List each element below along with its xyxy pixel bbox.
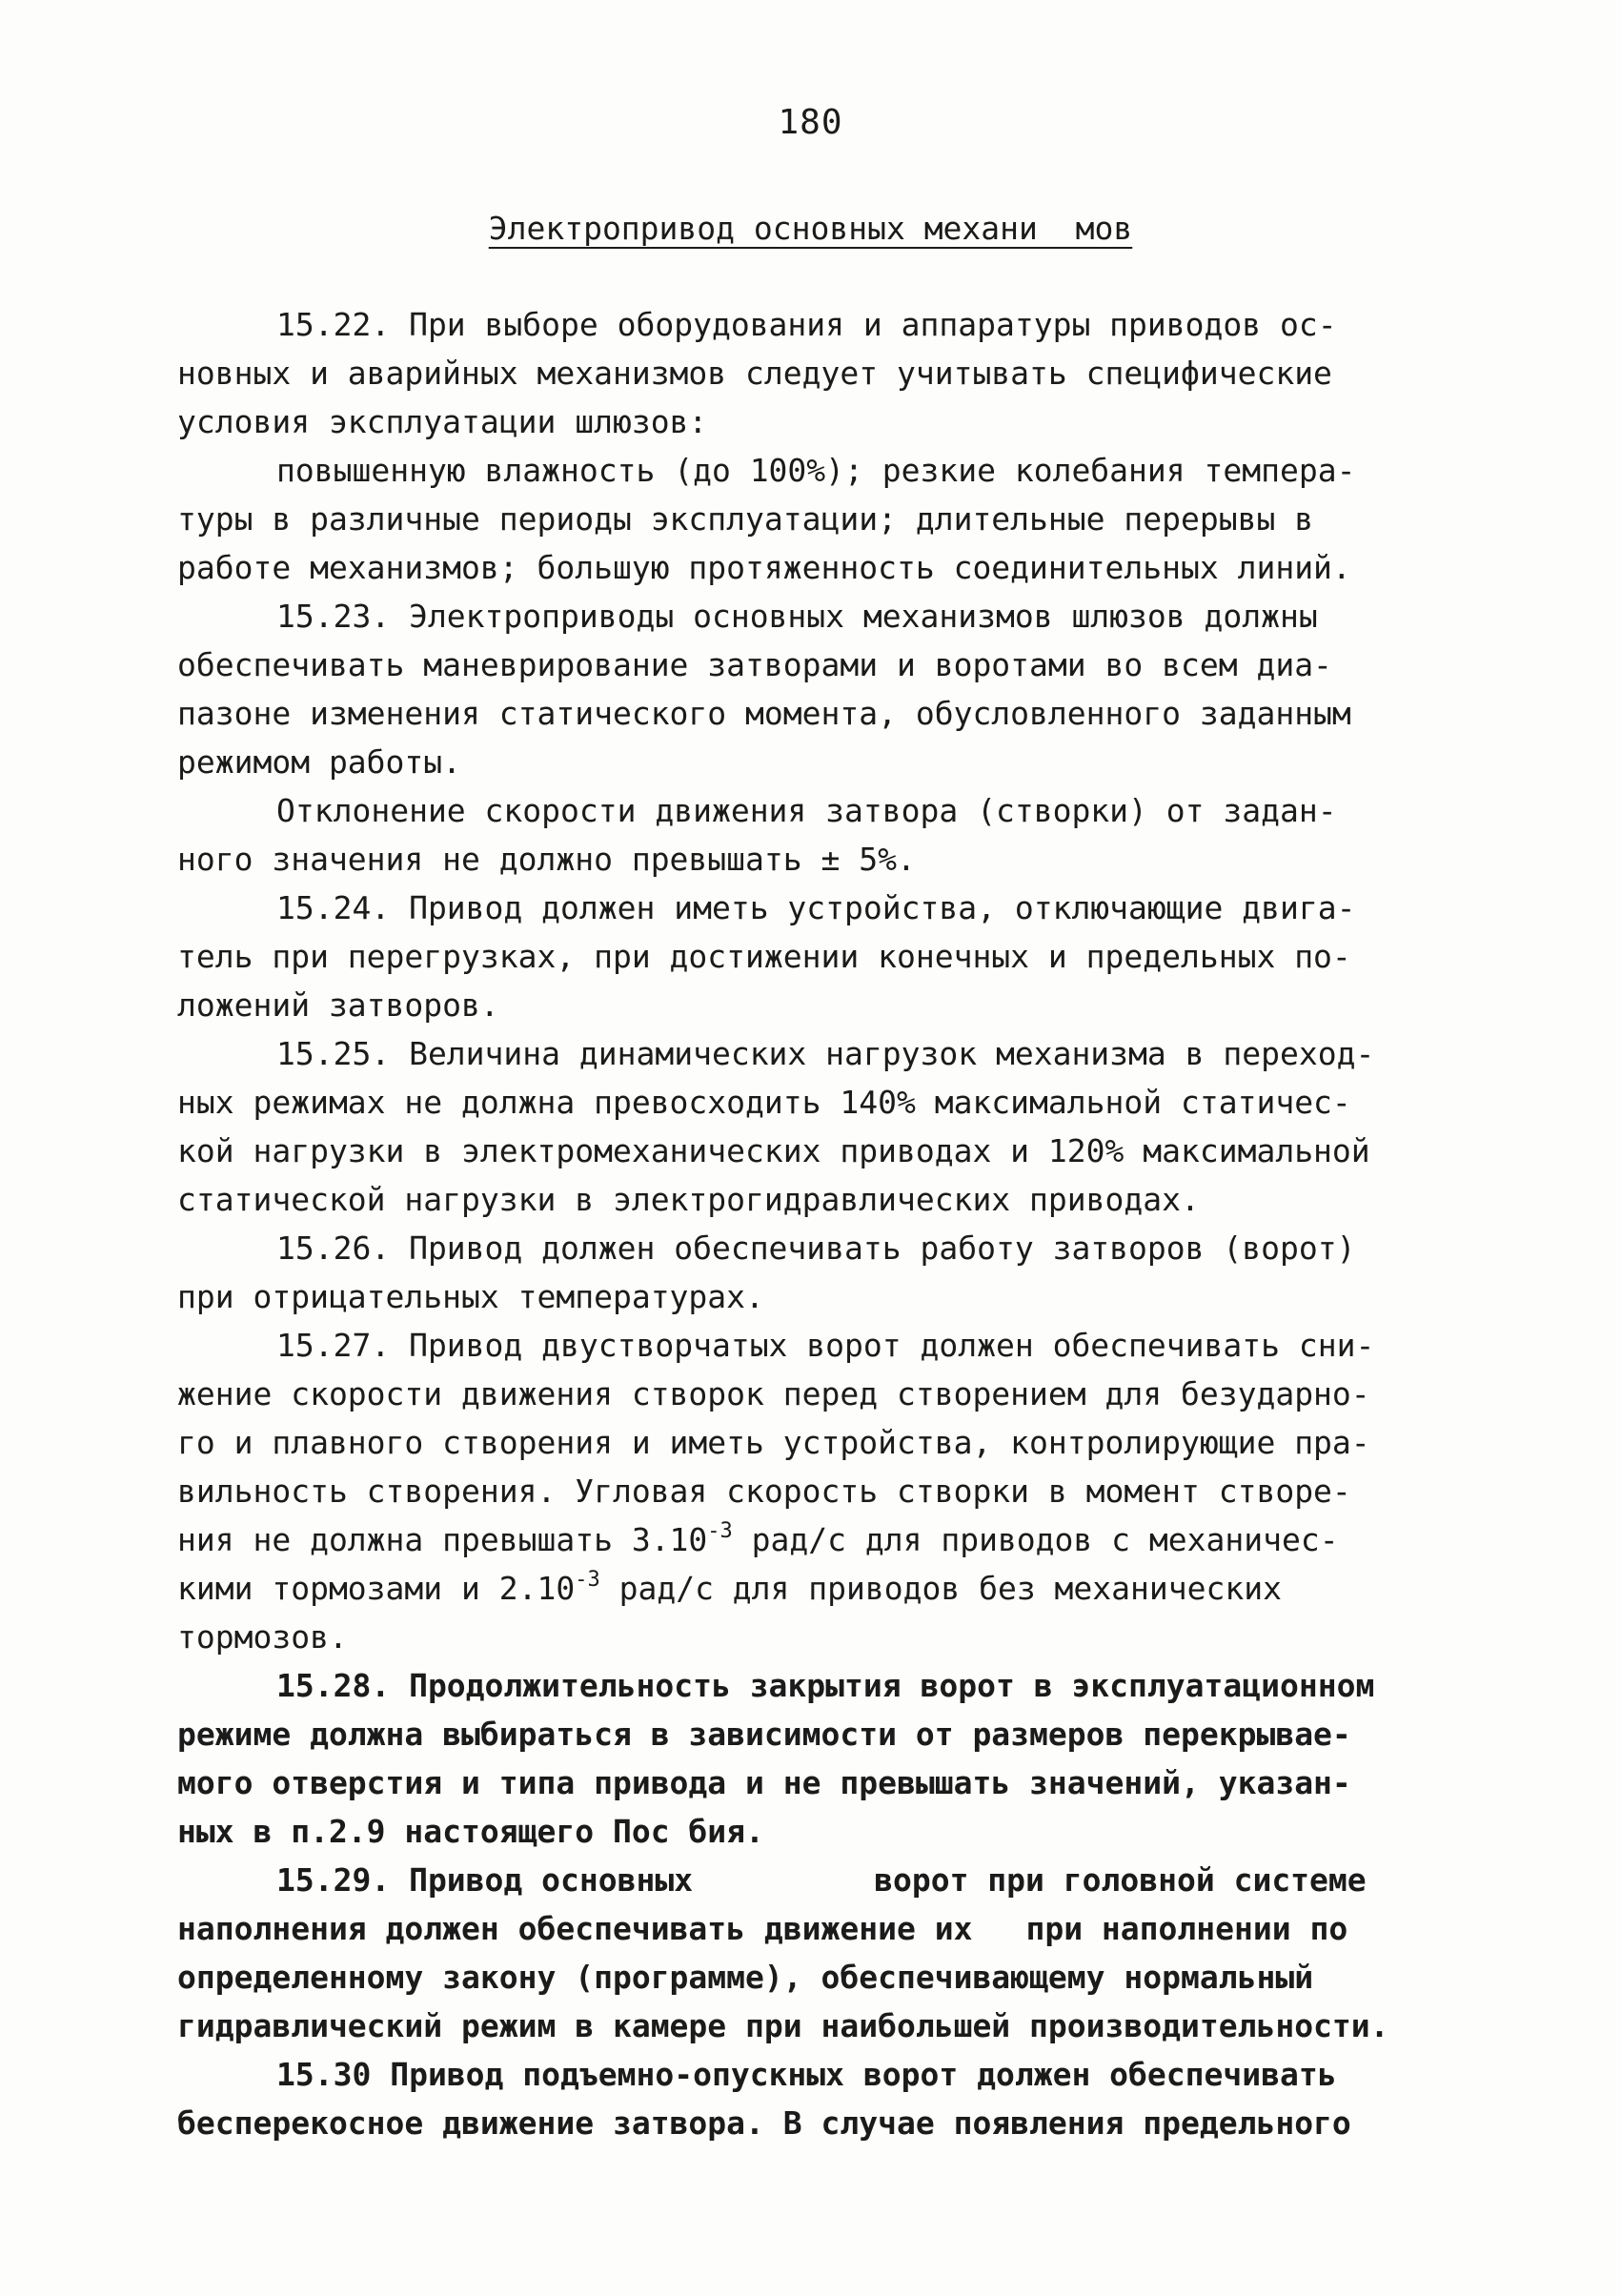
text-line: статической нагрузки в электрогидравлических приводах. — [177, 1181, 1200, 1218]
text-line: ных в п.2.9 настоящего Пос бия. — [177, 1813, 764, 1850]
text-line: 15.22. При выборе оборудования и аппаратуры приводов ос- — [276, 306, 1337, 343]
body-text — [177, 300, 1454, 2147]
text-line: работе механизмов; большую протяженность соединительных линий. — [177, 549, 1351, 586]
text-line: мого отверстия и типа привода и не превышать значений, указан- — [177, 1764, 1351, 1801]
text-run: при наполнении по — [1025, 1910, 1348, 1947]
text-line: Отклонение скорости движения затвора (створки) от задан- — [276, 792, 1337, 829]
text-line: ного значения не должно превышать ± 5%. — [177, 841, 916, 878]
text-run: рад/с для приводов с механичес- — [732, 1521, 1339, 1558]
text-line: 15.28. Продолжительность закрытия ворот в эксплуатационном — [276, 1667, 1375, 1704]
exponent: -3 — [707, 1519, 733, 1543]
text-line: 15.30 Привод подъемно-опускных ворот должен обеспечивать — [276, 2056, 1337, 2093]
text-line: туры в различные периоды эксплуатации; длительные перерывы в — [177, 500, 1314, 538]
text-line: 15.26. Привод должен обеспечивать работу затворов (ворот) — [276, 1229, 1356, 1267]
text-line: пазоне изменения статического момента, обусловленного заданным — [177, 695, 1351, 732]
text-run: рад/с для приводов без механических — [599, 1570, 1282, 1607]
text-line: бесперекосное движение затвора. В случае появления предельного — [177, 2104, 1351, 2142]
text-line: 15.25. Величина динамических нагрузок механизма в переход- — [276, 1035, 1375, 1072]
section-heading — [0, 210, 1621, 247]
text-line: режиме должна выбираться в зависимости от размеров перекрывае- — [177, 1716, 1351, 1753]
text-line: повышенную влажность (до 100%); резкие колебания темпера- — [276, 452, 1356, 489]
text-line: новных и аварийных механизмов следует учитывать специфические — [177, 355, 1332, 392]
text-line: кой нагрузки в электромеханических приводах и 120% максимальной — [177, 1132, 1370, 1169]
text-line — [177, 1515, 1454, 1564]
text-run: ния не должна превышать 3.10 — [177, 1521, 708, 1558]
text-line — [177, 1904, 1454, 1953]
text-run: 15.29. Привод основных — [276, 1861, 694, 1899]
text-line: условия эксплуатации шлюзов: — [177, 403, 708, 440]
text-line: тель при перегрузках, при достижении конечных и предельных по- — [177, 938, 1351, 975]
text-line: вильность створения. Угловая скорость створки в момент створе- — [177, 1473, 1351, 1510]
text-line: при отрицательных температурах. — [177, 1278, 764, 1315]
text-line — [177, 1564, 1454, 1613]
section-heading-text: Электропривод основных механи мов — [488, 210, 1133, 247]
page-number: 180 — [778, 103, 843, 142]
exponent: -3 — [575, 1568, 600, 1592]
text-line: ных режимах не должна превосходить 140% максимальной статичес- — [177, 1084, 1351, 1121]
text-line: гидравлический режим в камере при наибольшей производительности. — [177, 2007, 1389, 2044]
text-run: ворот при головной системе — [874, 1861, 1367, 1899]
text-run: наполнения должен обеспечивать движение их — [177, 1910, 973, 1947]
text-line — [177, 1856, 1454, 1904]
text-line: 15.23. Электроприводы основных механизмов шлюзов должны — [276, 598, 1318, 635]
text-run: кими тормозами и 2.10 — [177, 1570, 576, 1607]
text-line: тормозов. — [177, 1618, 348, 1656]
text-line: режимом работы. — [177, 743, 462, 781]
text-line: определенному закону (программе), обеспечивающему нормальный — [177, 1959, 1314, 1996]
text-line: го и плавного створения и иметь устройства, контролирующие пра- — [177, 1424, 1370, 1461]
text-line: обеспечивать маневрирование затворами и воротами во всем диа- — [177, 646, 1332, 683]
text-line: жение скорости движения створок перед створением для безударно- — [177, 1375, 1370, 1412]
text-line: ложений затворов. — [177, 986, 499, 1024]
text-line: 15.27. Привод двустворчатых ворот должен обеспечивать сни- — [276, 1327, 1375, 1364]
text-line: 15.24. Привод должен иметь устройства, отключающие двига- — [276, 889, 1356, 926]
